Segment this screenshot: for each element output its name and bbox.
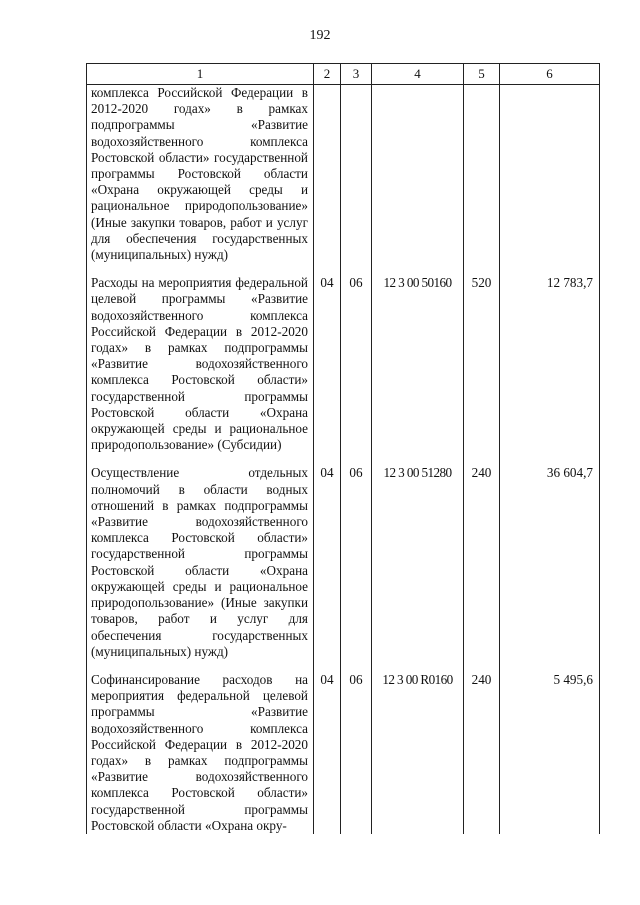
- row-section: 04: [314, 275, 341, 453]
- row-section: [314, 85, 341, 264]
- column-header-6: 6: [500, 64, 600, 85]
- column-header-2: 2: [314, 64, 341, 85]
- row-subsection: [341, 85, 372, 264]
- row-expense-type: 240: [464, 465, 500, 659]
- row-spacer: [87, 263, 600, 275]
- table-row: [87, 672, 600, 834]
- table-row: [87, 85, 600, 264]
- row-expense-type: 240: [464, 672, 500, 834]
- row-section: 04: [314, 672, 341, 834]
- row-description: Расходы на мероприятия федеральной целевой программы «Развитие водохозяйственного комплекса Российской Федерации в 2012-2020 годах» в рамках подпрограммы «Развитие водохозяйственного комплекса Ростовской области» государственной программы Ростовской области «Охрана окружающей среды и рациональное природопользование» (Субсидии): [87, 275, 314, 453]
- table-row: [87, 465, 600, 659]
- budget-table: [86, 63, 600, 834]
- row-amount: 5 495,6: [500, 672, 600, 834]
- row-target-code: 12 3 00 R0160: [372, 672, 464, 834]
- row-description: Софинансирование расходов на мероприятия федеральной целевой программы «Развитие водохозяйственного комплекса Российской Федерации в 2012-2020 годах» в рамках подпрограммы «Развитие водохозяйственного комплекса Ростовской области» государственной программы Ростовской области «Охрана окру-: [87, 672, 314, 834]
- row-spacer: [87, 660, 600, 672]
- page-number: 192: [309, 28, 331, 43]
- column-header-5: 5: [464, 64, 500, 85]
- column-header-4: 4: [372, 64, 464, 85]
- table-header-row: [87, 64, 600, 85]
- row-subsection: 06: [341, 275, 372, 453]
- row-expense-type: [464, 85, 500, 264]
- row-description: Осуществление отдельных полномочий в области водных отношений в рамках подпрограммы «Развитие водохозяйственного комплекса Ростовской области» государственной программы Ростовской области «Охрана окружающей среды и рациональное природопользование» (Иные закупки товаров, работ и услуг для обеспечения государственных (муниципальных) нужд): [87, 465, 314, 659]
- row-section: 04: [314, 465, 341, 659]
- row-amount: [500, 85, 600, 264]
- column-header-1: 1: [87, 64, 314, 85]
- row-amount: 36 604,7: [500, 465, 600, 659]
- row-subsection: 06: [341, 465, 372, 659]
- table-row: [87, 275, 600, 453]
- row-expense-type: 520: [464, 275, 500, 453]
- row-subsection: 06: [341, 672, 372, 834]
- row-target-code: 12 3 00 50160: [372, 275, 464, 453]
- row-target-code: [372, 85, 464, 264]
- row-amount: 12 783,7: [500, 275, 600, 453]
- row-description: комплекса Российской Федерации в 2012-2020 годах» в рамках подпрограммы «Развитие водохозяйственного комплекса Ростовской области» государственной программы Ростовской области «Охрана окружающей среды и рациональное природопользование» (Иные закупки товаров, работ и услуг для обеспечения государственных (муниципальных) нужд): [87, 85, 314, 264]
- row-spacer: [87, 453, 600, 465]
- column-header-3: 3: [341, 64, 372, 85]
- row-target-code: 12 3 00 51280: [372, 465, 464, 659]
